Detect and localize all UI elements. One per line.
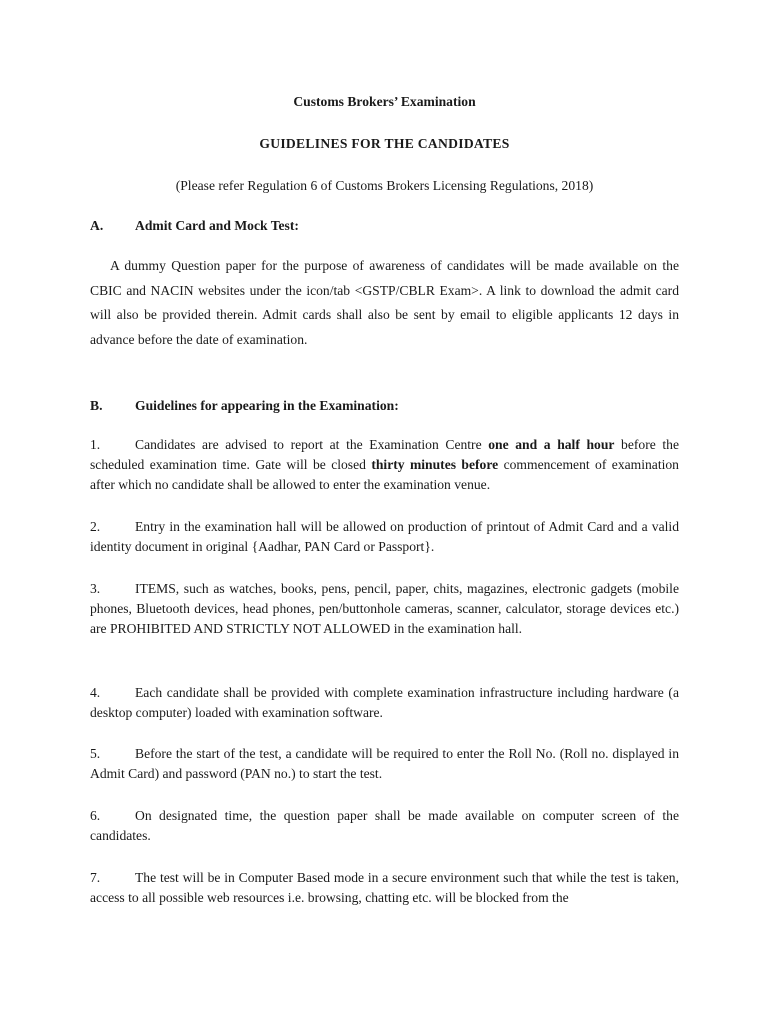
guideline-item-1: 1. Candidates are advised to report at the Examination Centre one and a half hour before the scheduled examination time. Gate will be closed thirty minutes before commencement of examination after which no candidate shall be allowed to enter the examination venue. [90, 437, 679, 492]
section-a-number: A. [90, 218, 104, 233]
guideline-item-7: 7. The test will be in Computer Based mode in a secure environment such that while the test is taken, access to all possible web resources i.e. browsing, chatting etc. will be blocked from the [90, 870, 679, 905]
document-title: Customs Brokers’ Examination [293, 94, 476, 109]
item-number: 6. [90, 808, 101, 823]
section-b-title: Guidelines for appearing in the Examination: [135, 398, 399, 413]
item-number: 7. [90, 870, 101, 885]
bold-phrase: one and a half hour [488, 437, 615, 452]
section-b-heading [90, 396, 679, 416]
guideline-item-6: 6. On designated time, the question paper shall be made available on computer screen of the candidates. [90, 808, 679, 843]
item-number: 5. [90, 746, 101, 761]
item-number: 4. [90, 685, 101, 700]
bold-phrase: thirty minutes before [371, 457, 499, 472]
item-number: 1. [90, 437, 101, 452]
document-subtitle: GUIDELINES FOR THE CANDIDATES [259, 136, 510, 151]
guideline-item-5: 5. Before the start of the test, a candidate will be required to enter the Roll No. (Roll no. displayed in Admit Card) and password (PAN no.) to start the test. [90, 746, 679, 781]
section-a-title: Admit Card and Mock Test: [135, 218, 299, 233]
section-a-paragraph [90, 254, 679, 353]
item-number: 3. [90, 581, 101, 596]
guideline-item-3: 3. ITEMS, such as watches, books, pens, pencil, paper, chits, magazines, electronic gadgets (mobile phones, Bluetooth devices, head phones, pen/buttonhole cameras, scanner, calculator, storage devices etc.) are PROHIBITED AND STRICTLY NOT ALLOWED in the examination hall. [90, 581, 679, 636]
section-a-text: A dummy Question paper for the purpose of awareness of candidates will be made available on the CBIC and NACIN websites under the icon/tab <GSTP/CBLR Exam>. A link to download the admit card will also be provided therein. Admit cards shall also be sent by email to eligible applicants 12 days in advance before the date of examination. [90, 258, 679, 348]
guideline-item-2: 2. Entry in the examination hall will be allowed on production of printout of Admit Card and a valid identity document in original {Aadhar, PAN Card or Passport}. [90, 519, 679, 554]
guideline-item-4: 4. Each candidate shall be provided with complete examination infrastructure including hardware (a desktop computer) loaded with examination software. [90, 685, 679, 720]
section-b-number: B. [90, 398, 103, 413]
item-number: 2. [90, 519, 101, 534]
regulation-note: (Please refer Regulation 6 of Customs Brokers Licensing Regulations, 2018) [175, 178, 594, 193]
section-a-heading [90, 216, 679, 236]
